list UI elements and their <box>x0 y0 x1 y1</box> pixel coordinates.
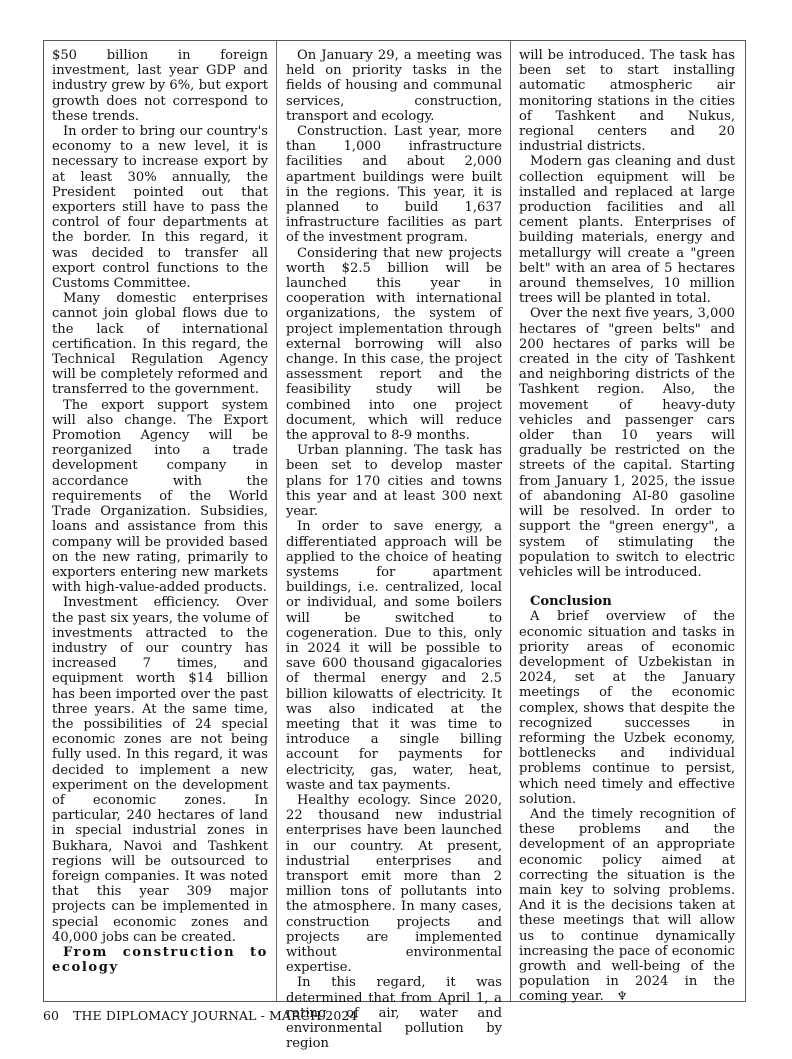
paragraph: Healthy ecology. Since 2020, 22 thousand new industrial enterprises have been launched in our country. At present, industrial enterprises and transport emit more than 2 million tons of pollutants into the atmosphere. In many cases, construction projects and projects are implemented without environmental expertise. <box>286 792 502 976</box>
paragraph: Considering that new projects worth $2.5 billion will be launched this year in cooperation with international organizations, the system of project implementation through external borrowing will also change. In this case, the project assessment report and the feasibility study will be combined into one project document, which will reduce the approval to 8-9 months. <box>286 245 502 444</box>
journal-title: THE DIPLOMACY JOURNAL - MARCH 2024 <box>73 1008 358 1023</box>
spacer <box>519 580 735 594</box>
paragraph: On January 29, a meeting was held on priority tasks in the fields of housing and communal services, construction, transport and ecology. <box>286 48 502 124</box>
paragraph: The export support system will also change. The Export Promotion Agency will be reorganized into a trade development company in accordance with the requirements of the World Trade Organization. Subsidies, loans and assistance from this company will be provided based on the new rating, primarily to exporters entering new markets with high-value-added products. <box>52 397 268 596</box>
paragraph-text: And the timely recognition of these problems and the development of an appropriate economic policy aimed at correcting the situation is the main key to solving problems. And it is the decisions taken at these meetings that will allow us to continue dynamically increasing the pace of economic growth and well-being of the population in 2024 in the coming year. <box>519 806 735 1005</box>
section-heading: From construction to ecology <box>52 944 268 976</box>
paragraph: In order to bring our country's economy to a new level, it is necessary to increase export by at least 30% annually, the President pointed out that exporters still have to pass the control of four departments at the border. In this regard, it was decided to transfer all export control functions to the Customs Committee. <box>52 124 268 292</box>
paragraph: Urban planning. The task has been set to develop master plans for 170 cities and towns this year and at least 300 next year. <box>286 443 502 520</box>
paragraph: Over the next five years, 3,000 hectares of "green belts" and 200 hectares of parks will be created in the city of Tashkent and neighboring districts of the Tashkent region. Also, the movement of heavy-duty vehicles and passenger cars older than 10 years will gradually be restricted on the streets of the capital. Starting from January 1, 2025, the issue of abandoning AI-80 gasoline will be resolved. In order to support the "green energy", a system of stimulating the population to switch to electric vehicles will be introduced. <box>519 306 735 580</box>
column-3 <box>519 48 735 1005</box>
page-footer <box>43 1008 358 1023</box>
page-number: 60 <box>43 1008 60 1023</box>
paragraph: Investment efficiency. Over the past six years, the volume of investments attracted to the industry of our country has increased 7 times, and equipment worth $14 billion has been imported over the past three years. At the same time, the possibilities of 24 special economic zones are not being fully used. In this regard, it was decided to implement a new experiment on the development of economic zones. In particular, 240 hectares of land in special industrial zones in Bukhara, Navoi and Tashkent regions will be outsourced to foreign companies. It was noted that this year 309 major projects can be implemented in special economic zones and 40,000 jobs can be created. <box>52 595 268 945</box>
paragraph: $50 billion in foreign investment, last year GDP and industry grew by 6%, but export growth does not correspond to these trends. <box>52 48 268 124</box>
paragraph: In this regard, it was determined that from April 1, a rating of air, water and environmental pollution by region <box>286 975 502 1052</box>
paragraph: Modern gas cleaning and dust collection equipment will be installed and replaced at large production facilities and all cement plants. Enterprises of building materials, energy and metallurgy will create a "green belt" with an area of 5 hectares around themselves, 10 million trees will be planted in total. <box>519 154 735 307</box>
section-heading: Conclusion <box>530 594 612 610</box>
paragraph-last <box>519 807 735 1005</box>
column-2 <box>286 48 502 1051</box>
column-divider <box>510 41 511 1001</box>
column-1 <box>52 48 268 975</box>
paragraph: Construction. Last year, more than 1,000 infrastructure facilities and about 2,000 apartment buildings were built in the regions. This year, it is planned to build 1,637 infrastructure facilities as part of the investment program. <box>286 124 502 246</box>
paragraph: Many domestic enterprises cannot join global flows due to the lack of international certification. In this regard, the Technical Regulation Agency will be completely reformed and transferred to the government. <box>52 291 268 398</box>
paragraph: In order to save energy, a differentiated approach will be applied to the choice of heating systems for apartment buildings, i.e. centralized, local or individual, and some boilers will be switched to cogeneration. Due to this, only in 2024 it will be possible to save 600 thousand gigacalories of thermal energy and 2.5 billion kilowatts of electricity. It was also indicated at the meeting that it was time to introduce a single billing account for payments for electricity, gas, water, heat, waste and tax payments. <box>286 519 502 793</box>
paragraph: A brief overview of the economic situation and tasks in priority areas of economic development of Uzbekistan in 2024, set at the January meetings of the economic complex, shows that despite the recognized successes in reforming the Uzbek economy, bottlenecks and individual problems continue to persist, which need timely and effective solution. <box>519 609 735 807</box>
paragraph: will be introduced. The task has been set to start installing automatic atmospheric air monitoring stations in the cities of Tashkent and Nukus, regional centers and 20 industrial districts. <box>519 48 735 155</box>
trident-end-icon: ♆ <box>616 989 628 1004</box>
column-divider <box>276 41 277 1001</box>
